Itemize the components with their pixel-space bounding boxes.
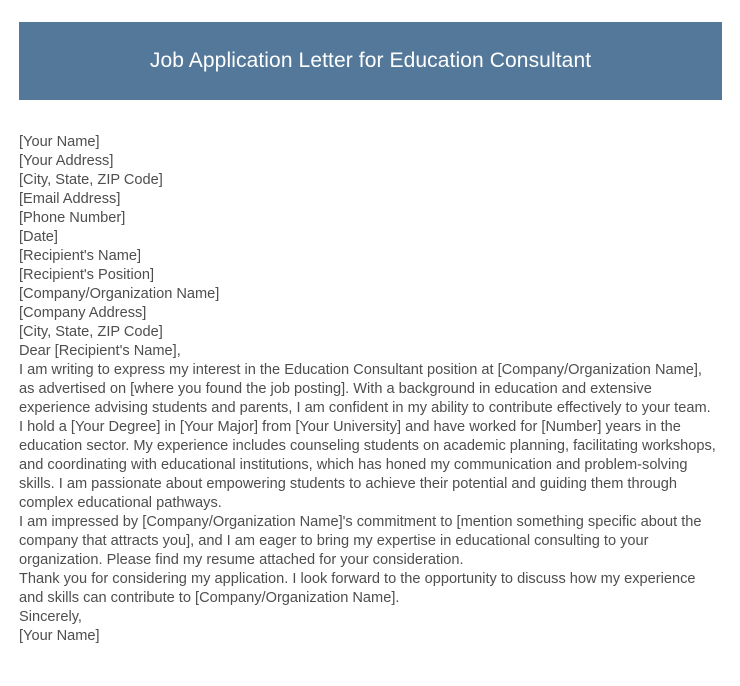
- recipient-position-line: [Recipient's Position]: [19, 267, 155, 283]
- sender-city-line: [City, State, ZIP Code]: [19, 172, 163, 188]
- letter-paragraph-3: I am impressed by [Company/Organization Name]'s commitment to [mention something specific about the company that attracts you], and I am eager to bring my expertise in educational consulting to your organization. Please find my resume attached for your consideration.: [19, 514, 702, 568]
- signature-line: [Your Name]: [19, 628, 100, 644]
- recipient-name-line: [Recipient's Name]: [19, 248, 142, 264]
- sender-email-line: [Email Address]: [19, 191, 121, 207]
- page-title: Job Application Letter for Education Consultant: [149, 49, 592, 73]
- date-line: [Date]: [19, 229, 58, 245]
- letter-paragraph-1: I am writing to express my interest in the Education Consultant position at [Company/Organization Name], as advertised on [where you found the job posting]. With a background in education and extensive experience advising students and parents, I am confident in my ability to contribute effectively to your team.: [19, 362, 711, 416]
- recipient-company-line: [Company/Organization Name]: [19, 286, 220, 302]
- letter-paragraph-2: I hold a [Your Degree] in [Your Major] from [Your University] and have worked for [Number] years in the education sector. My experience includes counseling students on academic planning, facilitating workshops, and coordinating with educational institutions, which has honed my communication and problem-solving skills. I am passionate about empowering students to achieve their potential and guiding them through complex educational pathways.: [19, 419, 716, 511]
- recipient-city-line: [City, State, ZIP Code]: [19, 324, 163, 340]
- sender-phone-line: [Phone Number]: [19, 210, 126, 226]
- closing-line: Sincerely,: [19, 609, 82, 625]
- sender-name-line: [Your Name]: [19, 134, 100, 150]
- sender-address-line: [Your Address]: [19, 153, 114, 169]
- letter-paragraph-4: Thank you for considering my application. I look forward to the opportunity to discuss how my experience and skills can contribute to [Company/Organization Name].: [19, 571, 696, 606]
- recipient-address-line: [Company Address]: [19, 305, 147, 321]
- salutation-line: Dear [Recipient's Name],: [19, 343, 181, 359]
- letter-header-banner: [19, 22, 722, 100]
- letter-body: [19, 133, 719, 646]
